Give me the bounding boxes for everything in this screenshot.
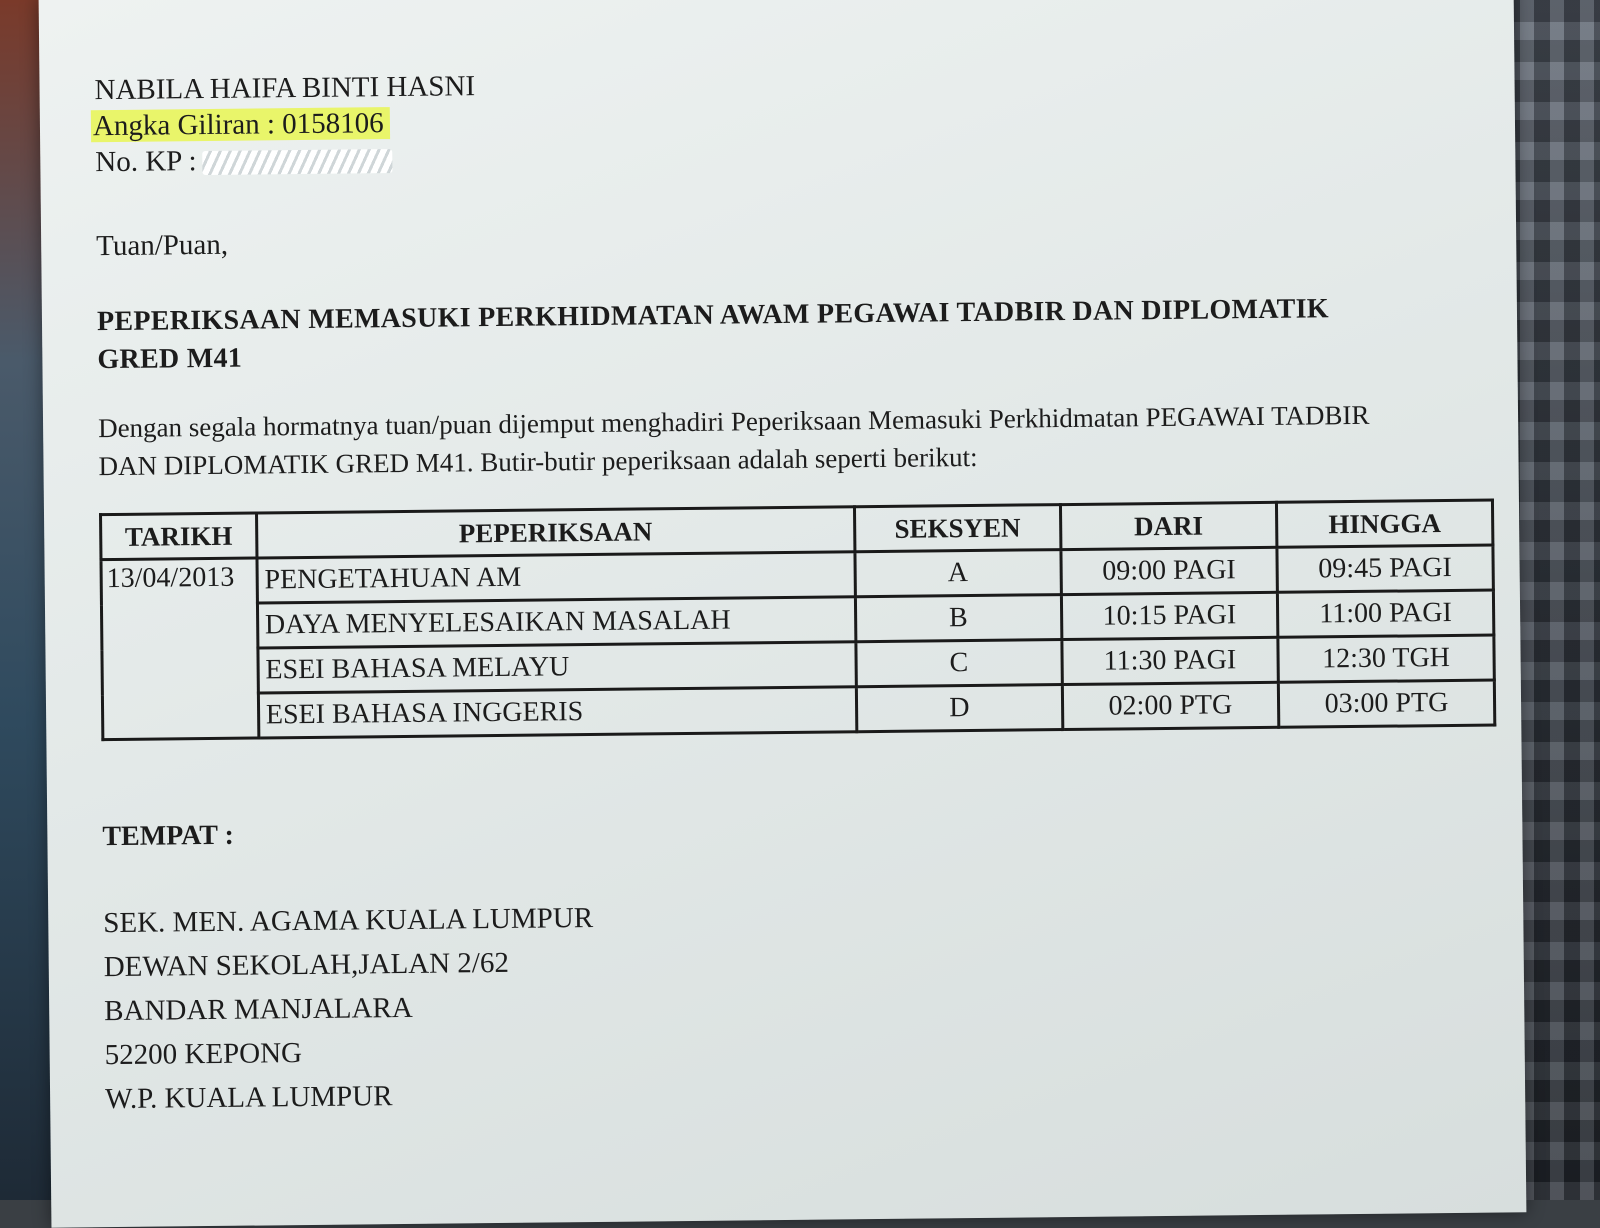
exam-start: 02:00 PTG — [1062, 682, 1279, 729]
exam-end: 11:00 PAGI — [1277, 590, 1494, 637]
intro-line-1: Dengan segala hormatnya tuan/puan dijemput menghadiri Peperiksaan Memasuki Perkhidmatan PEGAWAI TADBIR — [97, 399, 1370, 444]
exam-name: ESEI BAHASA INGGERIS — [258, 687, 856, 738]
exam-section: C — [856, 640, 1062, 687]
subject-heading — [97, 289, 1478, 379]
venue-line: BANDAR MANJALARA — [104, 991, 413, 1028]
subject-line-2: GRED M41 — [97, 342, 243, 376]
exam-section: A — [855, 550, 1061, 597]
exam-name: DAYA MENYELESAIKAN MASALAH — [257, 597, 855, 648]
header-tarikh: TARIKH — [101, 513, 257, 560]
exam-section: B — [855, 595, 1061, 642]
angka-giliran-highlight: Angka Giliran : 0158106 — [91, 107, 390, 142]
venue-line: DEWAN SEKOLAH,JALAN 2/62 — [103, 946, 510, 984]
subject-line-1: PEPERIKSAAN MEMASUKI PERKHIDMATAN AWAM PEGAWAI TADBIR DAN DIPLOMATIK — [96, 293, 1330, 338]
exam-start: 10:15 PAGI — [1061, 592, 1278, 639]
exam-name: PENGETAHUAN AM — [257, 552, 855, 603]
venue-line: SEK. MEN. AGAMA KUALA LUMPUR — [103, 902, 594, 940]
exam-date: 13/04/2013 — [101, 558, 259, 740]
header-hingga: HINGGA — [1276, 500, 1493, 547]
header-seksyen: SEKSYEN — [854, 505, 1060, 552]
no-kp-label: No. KP : — [95, 145, 197, 179]
exam-end: 09:45 PAGI — [1277, 545, 1494, 592]
exam-name: ESEI BAHASA MELAYU — [258, 642, 856, 693]
exam-end: 12:30 TGH — [1278, 635, 1495, 682]
exam-schedule-table — [99, 499, 1496, 742]
recipient-name: NABILA HAIFA BINTI HASNI — [94, 70, 476, 107]
redacted-id-number — [202, 149, 392, 175]
venue-address — [103, 887, 1485, 1121]
exam-start: 09:00 PAGI — [1061, 547, 1278, 594]
exam-start: 11:30 PAGI — [1062, 637, 1279, 684]
venue-line: W.P. KUALA LUMPUR — [104, 1080, 393, 1116]
exam-section: D — [856, 685, 1062, 732]
intro-line-2: DAN DIPLOMATIK GRED M41. Butir-butir peperiksaan adalah seperti berikut: — [98, 441, 978, 482]
letter-paper — [39, 0, 1527, 1228]
exam-end: 03:00 PTG — [1278, 680, 1495, 727]
header-dari: DARI — [1060, 502, 1277, 549]
header-peperiksaan: PEPERIKSAAN — [256, 507, 854, 558]
intro-paragraph — [98, 395, 1469, 485]
venue-line: 52200 KEPONG — [104, 1037, 303, 1072]
greeting: Tuan/Puan, — [96, 228, 229, 263]
letter-content — [94, 58, 1485, 1121]
venue-label: TEMPAT : — [102, 819, 234, 853]
